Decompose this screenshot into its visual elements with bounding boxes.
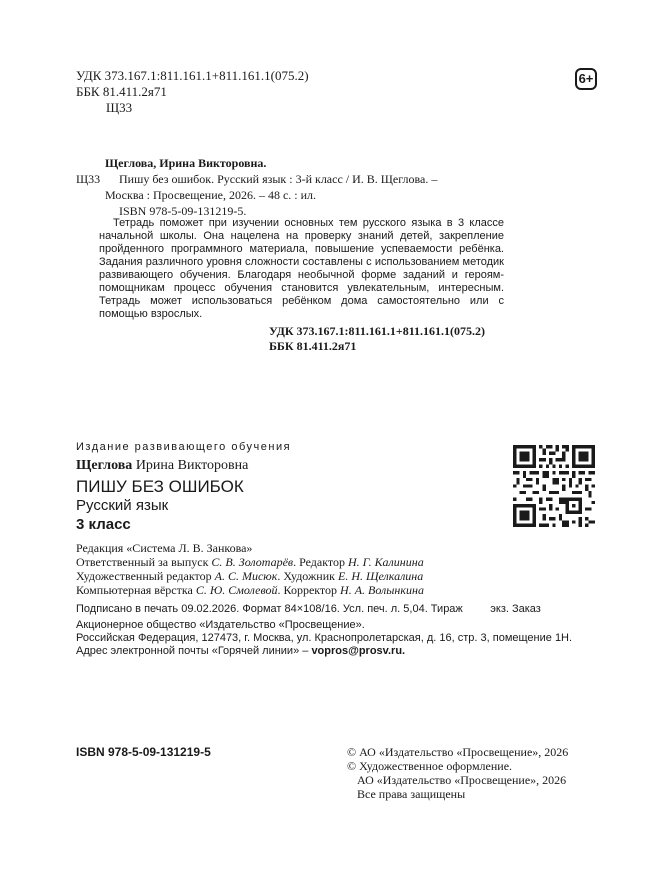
corrector-label: . Корректор: [277, 583, 341, 597]
copyright-publisher: © АО «Издательство «Просвещение», 2026: [347, 745, 569, 759]
resp-label: Ответственный за выпуск: [76, 555, 212, 569]
corrector-name: Н. А. Волынкина: [340, 583, 424, 597]
hotline-email-line: [76, 645, 405, 658]
layout-name: С. Ю. Смолевой: [195, 583, 278, 597]
footer-isbn: ISBN 978-5-09-131219-5: [76, 745, 211, 759]
card-code: Щ33: [76, 172, 101, 186]
card-title-line1: Пишу без ошибок. Русский язык : 3-й класс / И. В. Щеглова. –: [119, 172, 438, 186]
card-isbn: ISBN 978-5-09-131219-5.: [119, 204, 247, 218]
publisher-line2: Российская Федерация, 127473, г. Москва, ул. Краснопролетарская, д. 16, стр. 3, помещение 1Н.: [76, 632, 573, 644]
credits-line-responsible: [76, 555, 424, 569]
qr-code: [513, 445, 595, 527]
credits-editorial: Редакция «Система Л. В. Занкова»: [76, 541, 253, 555]
email-address[interactable]: vopros@prosv.ru.: [311, 645, 406, 657]
card-author-heading: Щеглова, Ирина Викторовна.: [105, 156, 267, 170]
copyright-art-design: © Художественное оформление.: [347, 759, 513, 773]
imprint-subtitle: Русский язык: [76, 497, 169, 514]
imprint-title: ПИШУ БЕЗ ОШИБОК: [76, 477, 244, 496]
age-rating-badge: 6+: [575, 68, 597, 90]
credits-line-layout: [76, 583, 424, 597]
card-title-line2: Москва : Просвещение, 2026. – 48 с. : ил.: [105, 188, 317, 202]
card-annotation: [99, 217, 504, 321]
copyright-art-publisher: АО «Издательство «Просвещение», 2026: [357, 773, 567, 787]
imprint-author-name: Ирина Викторовна: [135, 458, 249, 473]
card-udk-bold: УДК 373.167.1:811.161.1+811.161.1(075.2): [269, 324, 486, 338]
udk-code: УДК 373.167.1:811.161.1+811.161.1(075.2): [76, 68, 309, 83]
print-signed-line: Подписано в печать 09.02.2026. Формат 84×108/16. Усл. печ. л. 5,04. Тираж экз. Заказ: [76, 603, 541, 615]
imprint-author-surname: Щеглова: [76, 458, 133, 473]
artist-name: Е. Н. Щелкалина: [337, 569, 424, 583]
layout-label: Компьютерная вёрстка: [76, 583, 196, 597]
series-label: Издание развивающего обучения: [76, 441, 292, 453]
all-rights-reserved: Все права защищены: [357, 787, 466, 801]
annotation-text: Тетрадь поможет при изучении основных тем русского языка в 3 классе начальной школы. Она нацелена на проверку знаний детей, закрепление пройденного программного материала, повышение успеваемости ребёнка. Задания различного уровня сложности составлены с использованием методик развивающего обучения. Благодаря необычной форме заданий и героям-помощникам процесс обучения становится увлекательным, интересным. Тетрадь может использоваться ребёнком дома самостоятельно или с помощью взрослых.: [99, 217, 504, 320]
editor-name: Н. Г. Калинина: [348, 555, 424, 569]
art-label: Художественный редактор: [76, 569, 215, 583]
bbk-code: ББК 81.411.2я71: [76, 84, 167, 99]
imprint-grade: 3 класс: [76, 516, 131, 533]
artist-label: . Художник: [277, 569, 338, 583]
imprint-author: [76, 458, 248, 474]
resp-name: С. В. Золотарёв: [211, 555, 294, 569]
email-label: Адрес электронной почты «Горячей линии» –: [76, 645, 312, 657]
editor-label: . Редактор: [293, 555, 348, 569]
publisher-line1: Акционерное общество «Издательство «Просвещение».: [76, 619, 365, 631]
art-name: А. С. Мисюк: [214, 569, 278, 583]
credits-line-art: [76, 569, 423, 583]
author-code: Щ33: [106, 100, 133, 115]
card-bbk-bold: ББК 81.411.2я71: [269, 339, 357, 353]
